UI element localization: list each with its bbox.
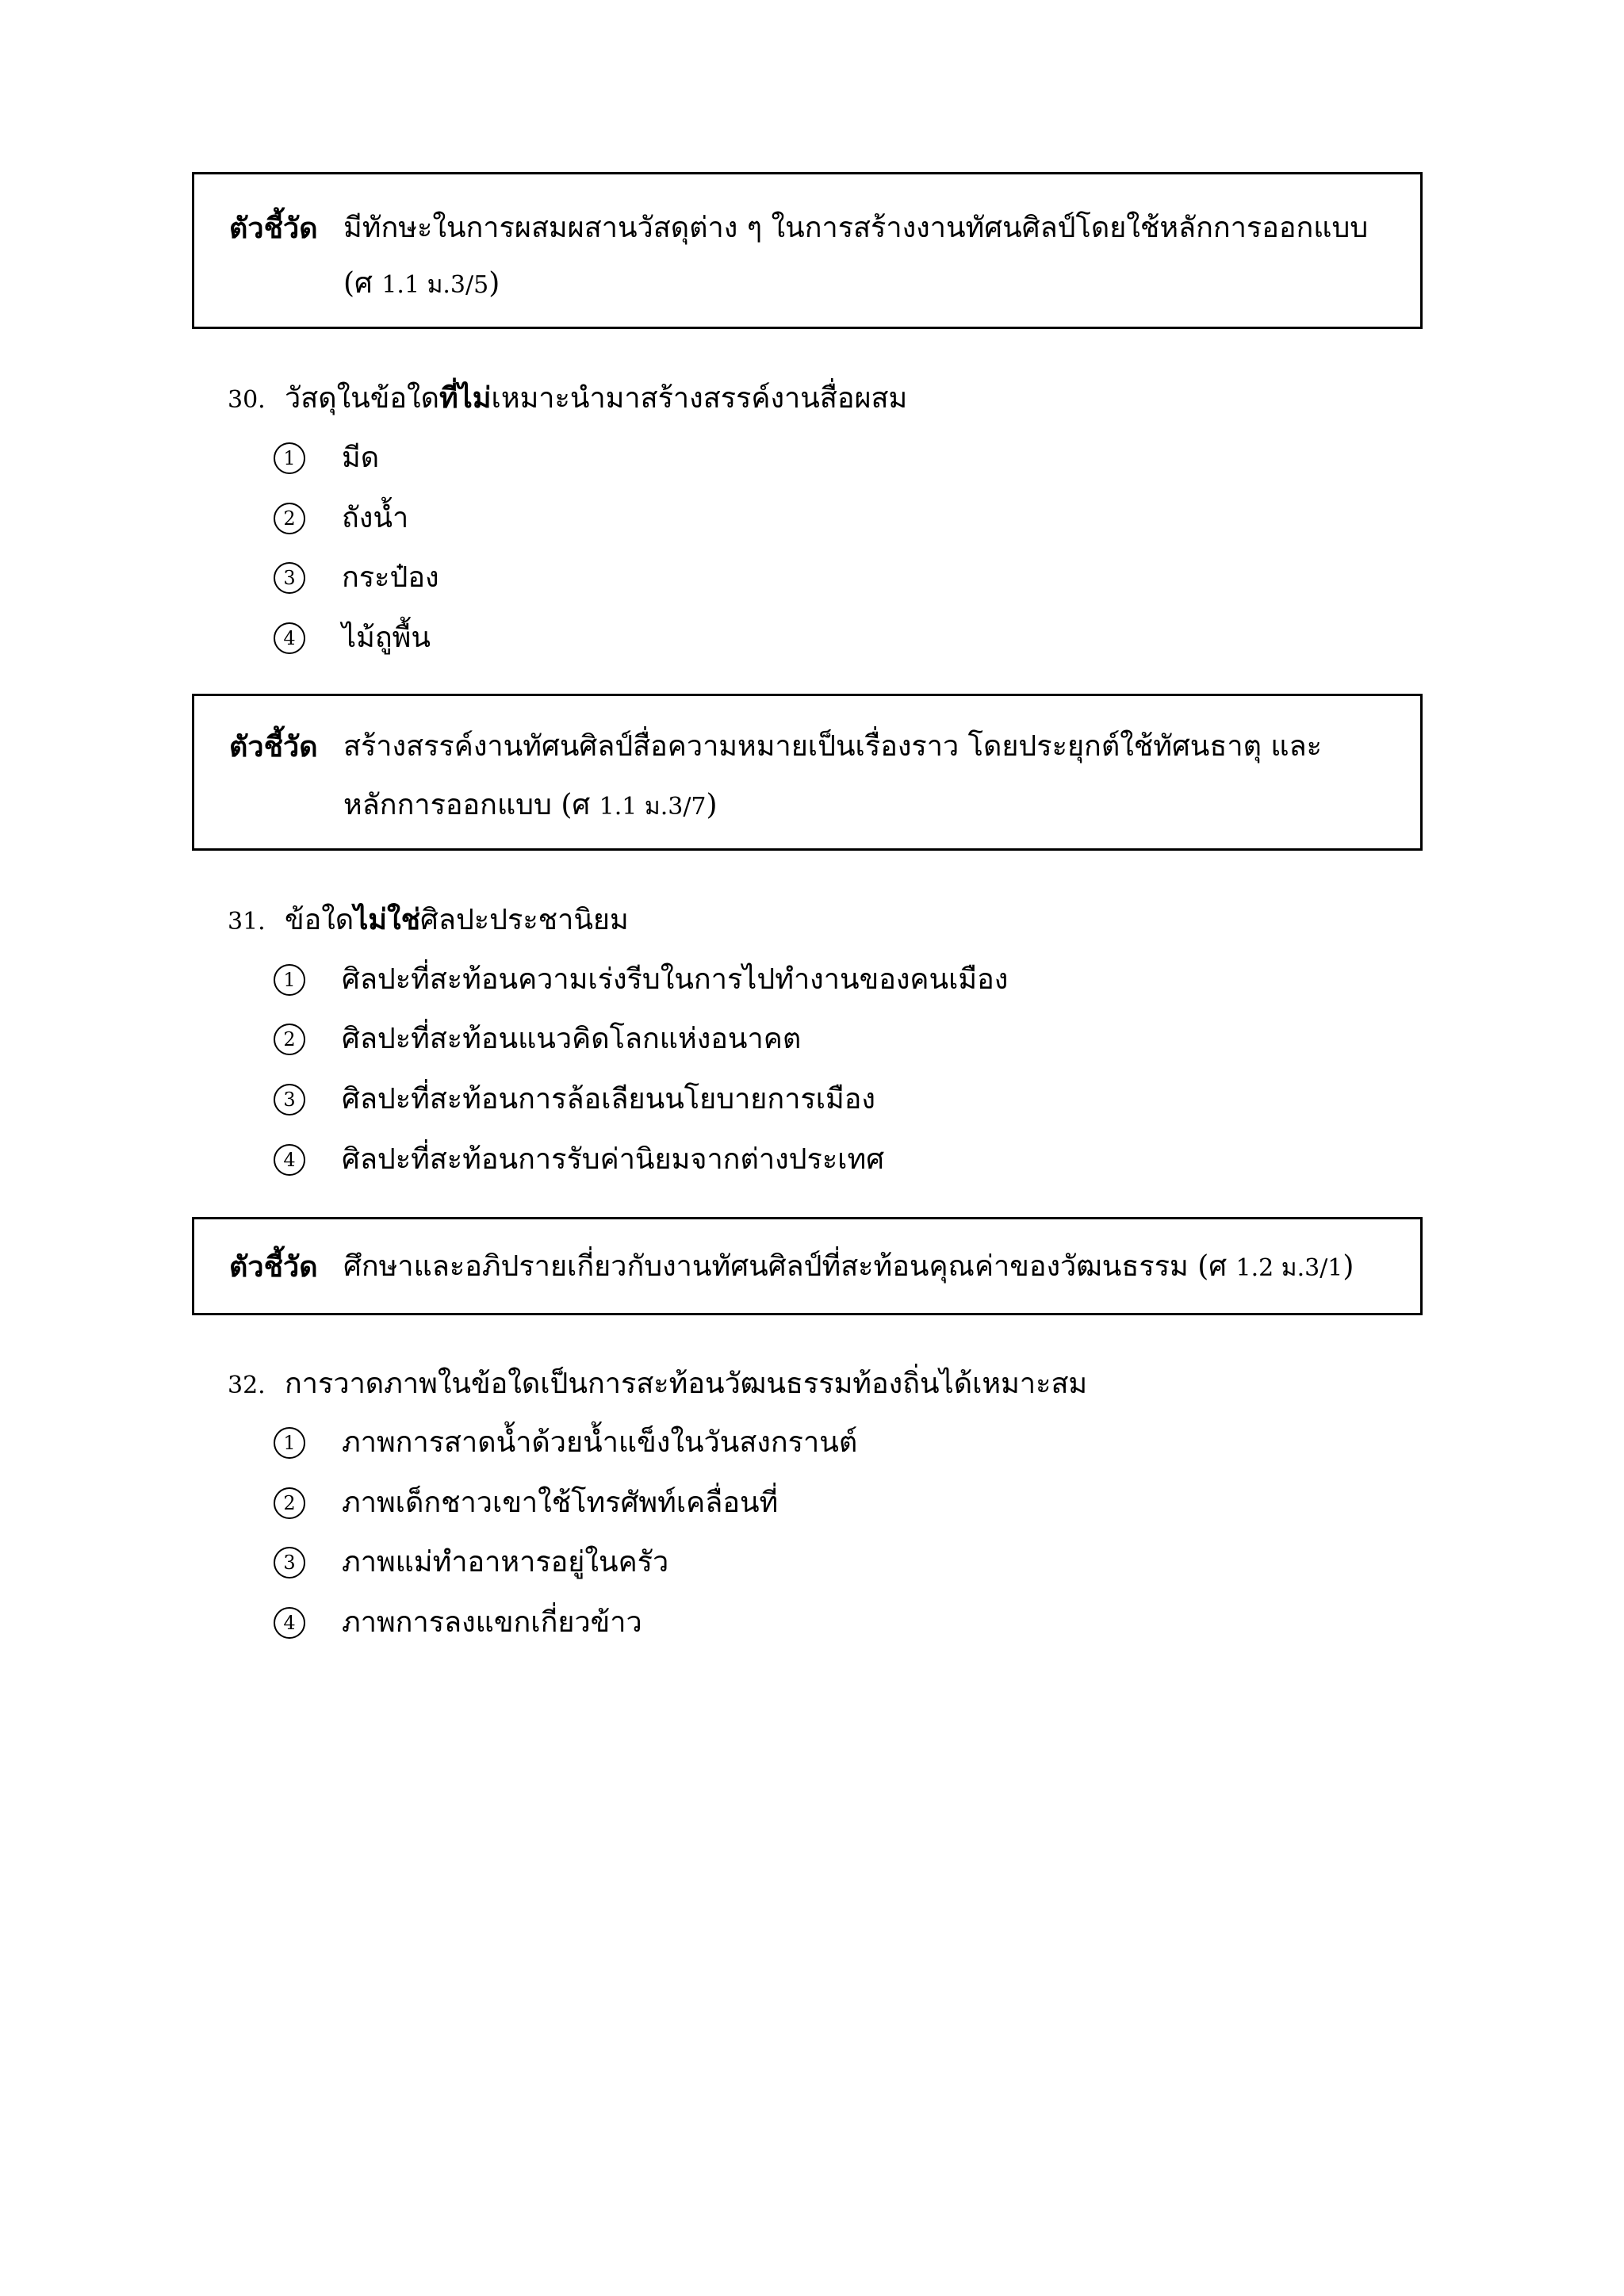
indicator-label: ตัวชี้วัด bbox=[229, 1250, 318, 1284]
question-number: 32. bbox=[228, 1372, 266, 1399]
indicator-suffix: ) bbox=[488, 267, 500, 300]
indicator-text-line2 bbox=[343, 786, 1396, 826]
choice-number-circle: 4 bbox=[274, 1607, 305, 1639]
indicator-text-line1 bbox=[343, 1248, 1396, 1288]
choice-text: ศิลปะที่สะท้อนความเร่งรีบในการไปทำงานของคนเมือง bbox=[342, 963, 1009, 996]
choice-number-circle: 4 bbox=[274, 1144, 305, 1176]
question-number: 31. bbox=[228, 908, 266, 936]
choice-number-circle: 3 bbox=[274, 1084, 305, 1115]
choice-text: ถังน้ำ bbox=[342, 502, 409, 534]
question-31 bbox=[228, 901, 629, 941]
choice-number-circle: 1 bbox=[274, 1427, 305, 1459]
choice-number-circle: 2 bbox=[274, 503, 305, 534]
choice-text: มีด bbox=[342, 442, 380, 474]
question-text-bold: ไม่ใช่ bbox=[354, 903, 421, 936]
question-text-pre: วัสดุในข้อใด bbox=[285, 382, 439, 415]
question-text-pre: การวาดภาพในข้อใดเป็นการสะท้อนวัฒนธรรมท้องถิ่นได้เหมาะสม bbox=[285, 1368, 1088, 1400]
choice-text: ศิลปะที่สะท้อนการรับค่านิยมจากต่างประเทศ bbox=[342, 1143, 885, 1176]
choice-number-circle: 1 bbox=[274, 964, 305, 996]
choice-text: ภาพเด็กชาวเขาใช้โทรศัพท์เคลื่อนที่ bbox=[342, 1487, 779, 1519]
question-32 bbox=[228, 1364, 1087, 1405]
indicator-text-line1: สร้างสรรค์งานทัศนศิลป์สื่อความหมายเป็นเรื่องราว โดยประยุกต์ใช้ทัศนธาตุ และ bbox=[343, 730, 1323, 763]
choice-text: ไม้ถูพื้น bbox=[342, 622, 431, 654]
question-30 bbox=[228, 379, 907, 419]
choice-text: ศิลปะที่สะท้อนการล้อเลียนนโยบายการเมือง bbox=[342, 1083, 875, 1115]
indicator-prefix: หลักการออกแบบ (ศ bbox=[343, 789, 599, 821]
question-number: 30. bbox=[228, 386, 266, 414]
indicator-box-3 bbox=[192, 1217, 1423, 1315]
question-text-post: ศิลปะประชานิยม bbox=[420, 904, 629, 936]
indicator-suffix: ) bbox=[706, 789, 718, 821]
choice-number-circle: 2 bbox=[274, 1487, 305, 1519]
choice-number-circle: 3 bbox=[274, 562, 305, 594]
indicator-code: 1.1 ม.3/7 bbox=[599, 793, 707, 821]
choice-text: ศิลปะที่สะท้อนแนวคิดโลกแห่งอนาคต bbox=[342, 1023, 802, 1055]
choice-text: ภาพการสาดน้ำด้วยน้ำแข็งในวันสงกรานต์ bbox=[342, 1426, 858, 1459]
question-text-post: เหมาะนำมาสร้างสรรค์งานสื่อผสม bbox=[491, 382, 908, 415]
indicator-text-line1: มีทักษะในการผสมผสานวัสดุต่าง ๆ ในการสร้างงานทัศนศิลป์โดยใช้หลักการออกแบบ bbox=[343, 212, 1369, 244]
indicator-text-line2 bbox=[343, 265, 1396, 304]
choice-text: ภาพการลงแขกเกี่ยวข้าว bbox=[342, 1606, 642, 1639]
indicator-box-1 bbox=[192, 172, 1423, 329]
indicator-suffix: ) bbox=[1342, 1250, 1354, 1283]
choice-number-circle: 4 bbox=[274, 622, 305, 654]
indicator-prefix: (ศ bbox=[343, 267, 382, 300]
indicator-box-2 bbox=[192, 694, 1423, 851]
choice-text: กระป๋อง bbox=[342, 561, 439, 594]
indicator-label: ตัวชี้วัด bbox=[229, 730, 318, 763]
indicator-prefix: ศึกษาและอภิปรายเกี่ยวกับงานทัศนศิลป์ที่สะท้อนคุณค่าของวัฒนธรรม (ศ bbox=[343, 1250, 1236, 1283]
choice-text: ภาพแม่ทำอาหารอยู่ในครัว bbox=[342, 1546, 669, 1578]
indicator-code: 1.1 ม.3/5 bbox=[381, 271, 489, 299]
indicator-code: 1.2 ม.3/1 bbox=[1235, 1254, 1343, 1282]
choice-number-circle: 2 bbox=[274, 1024, 305, 1055]
choice-number-circle: 3 bbox=[274, 1547, 305, 1578]
indicator-label: ตัวชี้วัด bbox=[229, 212, 318, 245]
question-text-bold: ที่ไม่ bbox=[439, 381, 492, 415]
question-text-pre: ข้อใด bbox=[285, 904, 354, 936]
choice-number-circle: 1 bbox=[274, 442, 305, 474]
